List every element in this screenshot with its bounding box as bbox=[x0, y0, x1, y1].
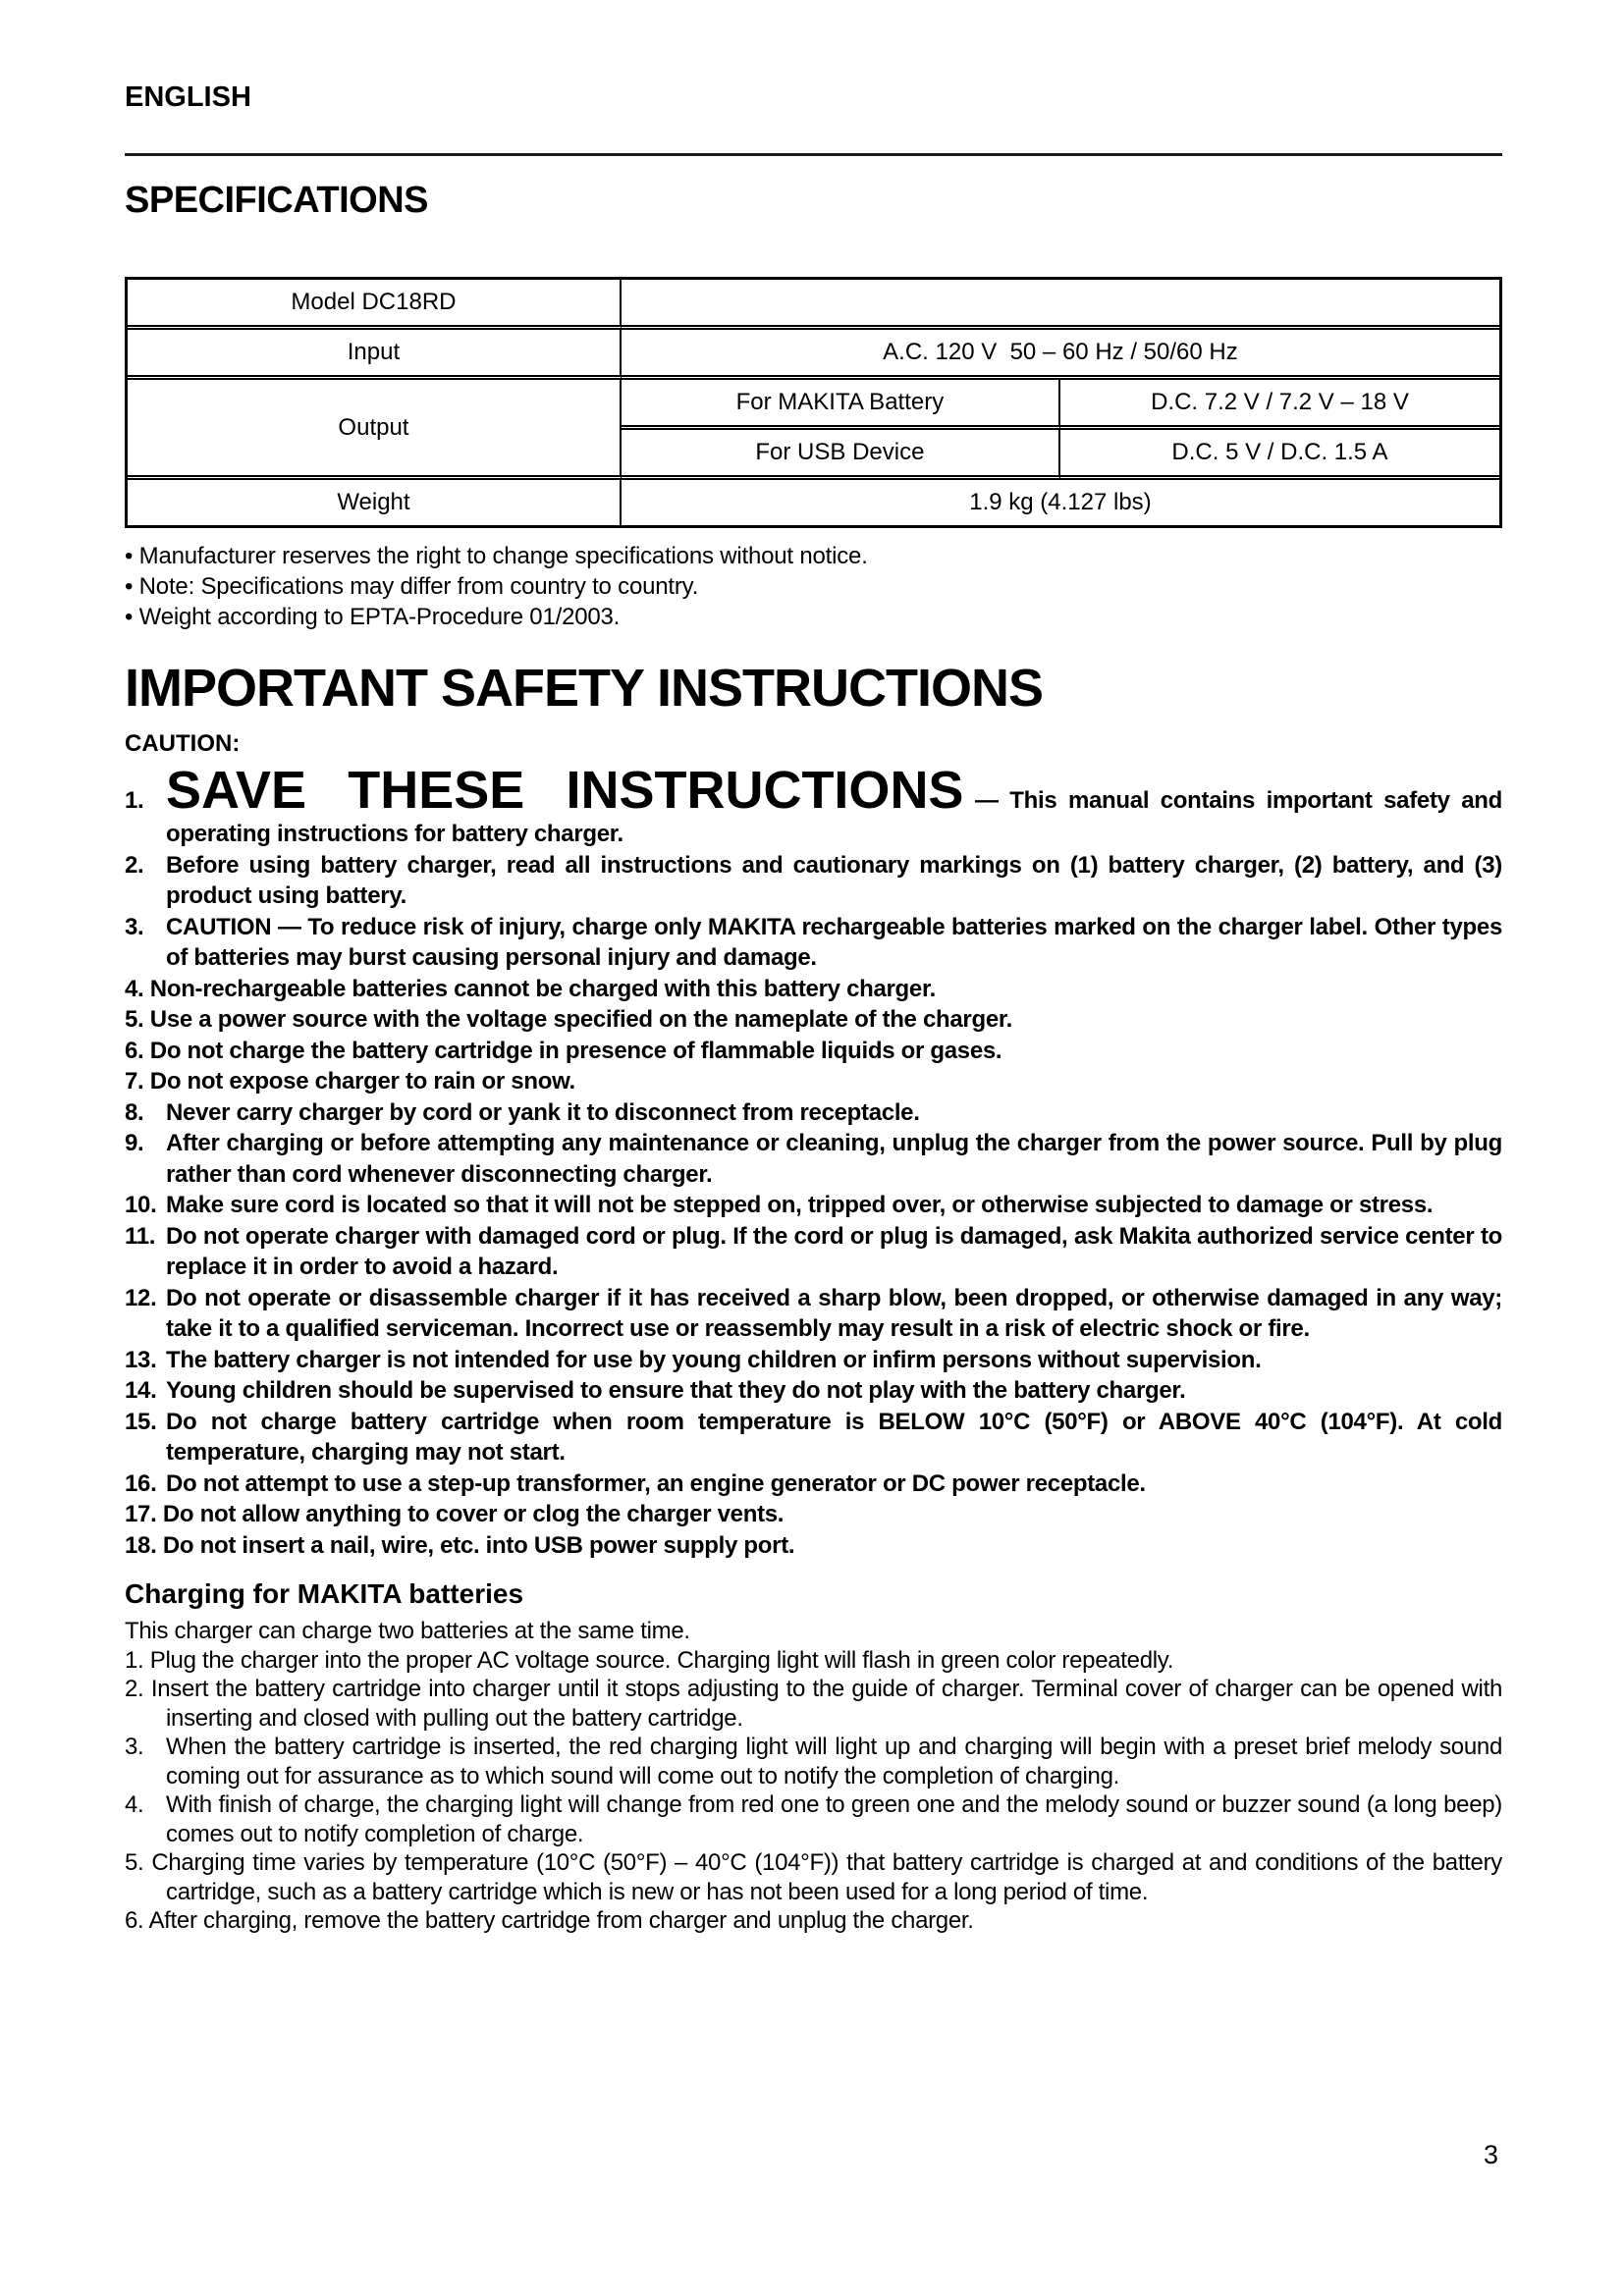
item-text: Non-rechargeable batteries cannot be charged with this battery charger. bbox=[149, 975, 937, 1002]
safety-instructions-title: IMPORTANT SAFETY INSTRUCTIONS bbox=[125, 659, 1044, 718]
item-text: Before using battery charger, read all instructions and cautionary markings on (1) battery charger, (2) battery, and (3) product using battery. bbox=[166, 851, 1502, 909]
safety-item-16 bbox=[125, 1468, 1502, 1500]
safety-item-3 bbox=[125, 912, 1502, 974]
model-label-cell: Model DC18RD bbox=[128, 280, 622, 330]
safety-item-13 bbox=[125, 1345, 1502, 1376]
item-text: Do not insert a nail, wire, etc. into USB power supply port. bbox=[162, 1531, 795, 1559]
item-text: Do not attempt to use a step-up transformer, an engine generator or DC power receptacle. bbox=[166, 1469, 1146, 1497]
specifications-title: SPECIFICATIONS bbox=[125, 180, 428, 221]
charging-section-title: Charging for MAKITA batteries bbox=[125, 1578, 524, 1609]
item-text: CAUTION — To reduce risk of injury, charge only MAKITA rechargeable batteries marked on the charger label. Other types of batteries may burst causing personal injury and damage. bbox=[166, 913, 1502, 971]
item-number: 2. bbox=[125, 1676, 144, 1702]
item-number: 15. bbox=[125, 1408, 157, 1435]
specifications-table bbox=[125, 277, 1502, 528]
item-text: Do not charge the battery cartridge in presence of flammable liquids or gases. bbox=[149, 1037, 1002, 1064]
safety-item-17 bbox=[125, 1499, 1502, 1530]
safety-item-15 bbox=[125, 1407, 1502, 1468]
item-text: After charging, remove the battery cartridge from charger and unplug the charger. bbox=[148, 1907, 974, 1934]
output-label-cell: Output bbox=[128, 380, 622, 480]
item-number: 17. bbox=[125, 1501, 157, 1527]
safety-item-4 bbox=[125, 974, 1502, 1005]
page-number: 3 bbox=[1483, 2140, 1498, 2169]
spec-notes bbox=[125, 541, 1502, 632]
item-text: Plug the charger into the proper AC voltage source. Charging light will flash in green color repeatedly. bbox=[149, 1646, 1174, 1674]
item-number: 4. bbox=[125, 1791, 144, 1818]
item-number: 9. bbox=[125, 1130, 144, 1156]
charging-intro: This charger can charge two batteries at the same time. bbox=[125, 1618, 690, 1644]
safety-item-2 bbox=[125, 850, 1502, 912]
charging-step-4 bbox=[125, 1790, 1502, 1848]
safety-instructions-list bbox=[125, 762, 1502, 1561]
item-number: 5. bbox=[125, 1849, 144, 1876]
item-text: With finish of charge, the charging light will change from red one to green one and the melody sound or buzzer sound (a long beep) comes out to notify completion of charge. bbox=[166, 1791, 1502, 1847]
item-text: Young children should be supervised to ensure that they do not play with the battery charger. bbox=[166, 1377, 1186, 1404]
item-number: 3. bbox=[125, 1734, 144, 1760]
charging-step-5 bbox=[125, 1848, 1502, 1906]
item-number: 3. bbox=[125, 913, 144, 940]
item-text: Do not allow anything to cover or clog the charger vents. bbox=[162, 1501, 785, 1527]
weight-value-cell: 1.9 kg (4.127 lbs) bbox=[969, 489, 1152, 515]
table-row bbox=[128, 380, 1499, 430]
item-text: Do not operate or disassemble charger if it has received a sharp blow, been dropped, or otherwise damaged in any way; take it to a qualified serviceman. Incorrect use or reassembly may result in a risk of electric shock or fire. bbox=[166, 1284, 1502, 1342]
safety-item-6 bbox=[125, 1036, 1502, 1067]
weight-label-cell: Weight bbox=[128, 480, 622, 525]
item-text: Do not charge battery cartridge when room temperature is BELOW 10°C (50°F) or ABOVE 40°C (104°F). At cold temperature, charging may not start. bbox=[166, 1408, 1502, 1466]
item-text bbox=[166, 762, 1502, 850]
safety-item-12 bbox=[125, 1283, 1502, 1345]
model-value-cell bbox=[622, 280, 1499, 330]
item-number: 1. bbox=[125, 1646, 144, 1674]
safety-item-14 bbox=[125, 1375, 1502, 1407]
charging-steps-list bbox=[125, 1646, 1502, 1936]
item-number: 16. bbox=[125, 1469, 157, 1497]
output-usb-device-cell: For USB Device bbox=[622, 430, 1060, 480]
item-number: 1. bbox=[125, 787, 144, 814]
charging-step-6 bbox=[125, 1906, 1502, 1936]
safety-item-5 bbox=[125, 1004, 1502, 1036]
language-heading: ENGLISH bbox=[125, 81, 251, 113]
item-number: 11. bbox=[125, 1222, 156, 1250]
item-number: 5. bbox=[125, 1006, 144, 1033]
output-usb-value-cell: D.C. 5 V / D.C. 1.5 A bbox=[1060, 430, 1499, 480]
item-number: 6. bbox=[125, 1037, 144, 1064]
input-value-cell: A.C. 120 V 50 – 60 Hz / 50/60 Hz bbox=[622, 330, 1499, 380]
output-makita-device-cell: For MAKITA Battery bbox=[622, 380, 1060, 430]
item-number: 6. bbox=[125, 1907, 144, 1934]
item-number: 14. bbox=[125, 1377, 157, 1404]
safety-item-9 bbox=[125, 1128, 1502, 1190]
safety-item-18 bbox=[125, 1530, 1502, 1562]
item-number: 10. bbox=[125, 1192, 157, 1218]
header-divider bbox=[125, 153, 1502, 156]
safety-item-8 bbox=[125, 1097, 1502, 1129]
output-makita-value-cell: D.C. 7.2 V / 7.2 V – 18 V bbox=[1060, 380, 1499, 430]
safety-item-1 bbox=[125, 762, 1502, 850]
item-text: Do not operate charger with damaged cord or plug. If the cord or plug is damaged, ask Makita authorized service center to replace it in order to avoid a hazard. bbox=[166, 1222, 1502, 1280]
table-row bbox=[128, 280, 1499, 330]
item-number: 13. bbox=[125, 1346, 157, 1373]
note-line: • Weight according to EPTA-Procedure 01/2003. bbox=[125, 604, 621, 630]
item-number: 7. bbox=[125, 1068, 144, 1095]
item-number: 4. bbox=[125, 975, 144, 1002]
note-line: • Manufacturer reserves the right to change specifications without notice. bbox=[125, 543, 868, 569]
note-line: • Note: Specifications may differ from country to country. bbox=[125, 573, 699, 600]
charging-step-3 bbox=[125, 1733, 1502, 1790]
item-number: 8. bbox=[125, 1098, 144, 1126]
item-text: Charging time varies by temperature (10°C (50°F) – 40°C (104°F)) that battery cartridge is charged at and conditions of the battery cartridge, such as a battery cartridge which is new or has not been used for a long period of time. bbox=[151, 1849, 1502, 1905]
save-these-instructions-text: SAVE THESE INSTRUCTIONS bbox=[166, 761, 964, 820]
safety-item-11 bbox=[125, 1221, 1502, 1283]
item-text: After charging or before attempting any maintenance or cleaning, unplug the charger from the power source. Pull by plug rather than cord whenever disconnecting charger. bbox=[166, 1130, 1502, 1188]
item-text: When the battery cartridge is inserted, the red charging light will light up and charging will begin with a preset brief melody sound coming out for assurance as to which sound will come out to notify the completion of charging. bbox=[166, 1734, 1502, 1789]
charging-step-2 bbox=[125, 1675, 1502, 1733]
item-text: The battery charger is not intended for use by young children or infirm persons without supervision. bbox=[166, 1346, 1262, 1373]
item-text: Never carry charger by cord or yank it to disconnect from receptacle. bbox=[166, 1098, 920, 1126]
input-label-cell: Input bbox=[128, 330, 622, 380]
table-row bbox=[128, 330, 1499, 380]
safety-item-10 bbox=[125, 1190, 1502, 1221]
table-row bbox=[128, 480, 1499, 525]
charging-step-1 bbox=[125, 1646, 1502, 1676]
item-tail-text: — This manual contains important safety and operating instructions for battery charger. bbox=[166, 787, 1503, 847]
item-text: Make sure cord is located so that it will not be stepped on, tripped over, or otherwise subjected to damage or stress. bbox=[166, 1192, 1434, 1218]
item-number: 18. bbox=[125, 1531, 157, 1559]
item-number: 12. bbox=[125, 1284, 157, 1311]
safety-item-7 bbox=[125, 1066, 1502, 1097]
item-text: Do not expose charger to rain or snow. bbox=[149, 1068, 575, 1095]
caution-label: CAUTION: bbox=[125, 730, 241, 757]
item-text: Use a power source with the voltage specified on the nameplate of the charger. bbox=[149, 1006, 1012, 1033]
item-text: Insert the battery cartridge into charger until it stops adjusting to the guide of charger. Terminal cover of charger can be opened with inserting and closed with pulling out the battery cartridge. bbox=[150, 1676, 1503, 1732]
item-number: 2. bbox=[125, 851, 144, 879]
